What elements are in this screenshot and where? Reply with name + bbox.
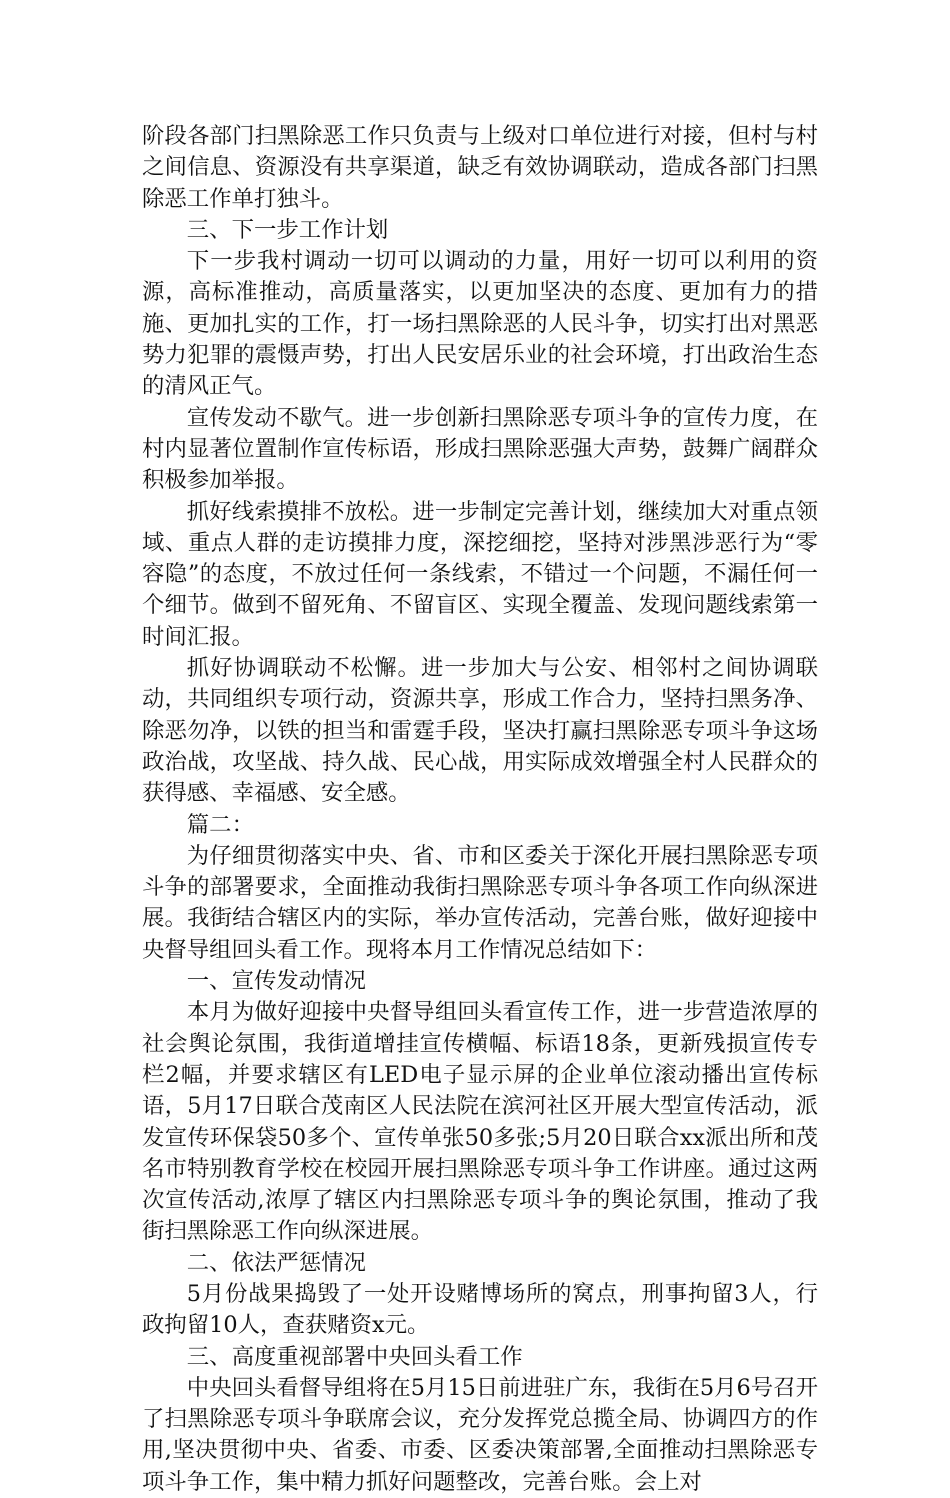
section-heading-next-plan: 三、下一步工作计划 bbox=[186, 216, 389, 243]
paragraph-continuation: 阶段各部门扫黑除恶工作只负责与上级对口单位进行对接，但村与村之间信息、资源没有共享渠道，缺乏有效协调联动，造成各部门扫黑除恶工作单打独斗。 bbox=[142, 123, 818, 212]
paragraph-central-review: 中央回头看督导组将在5月15日前进驻广东，我街在5月6号召开了扫黑除恶专项斗争联席会议，充分发挥党总揽全局、协调四方的作用,坚决贯彻中央、省委、市委、区委决策部署,全面推动扫黑除恶专项斗争工作，集中精力抓好问题整改，完善台账。会上对 bbox=[142, 1374, 818, 1495]
section-heading-punishment: 二、依法严惩情况 bbox=[186, 1249, 366, 1276]
section-heading-publicity-status: 一、宣传发动情况 bbox=[186, 968, 366, 995]
document-page bbox=[142, 121, 818, 1498]
paragraph-plan-intro: 下一步我村调动一切可以调动的力量，用好一切可以利用的资源，高标准推动，高质量落实，以更加坚决的态度、更加有力的措施、更加扎实的工作，打一场扫黑除恶的人民斗争，切实打出对黑恶势力犯罪的震慑声势，打出人民安居乐业的社会环境，打出政治生态的清风正气。 bbox=[142, 248, 818, 400]
paragraph-coordination: 抓好协调联动不松懈。进一步加大与公安、相邻村之间协调联动，共同组织专项行动，资源共享，形成工作合力，坚持扫黑务净、除恶勿净，以铁的担当和雷霆手段，坚决打赢扫黑除恶专项斗争这场政治战，攻坚战、持久战、民心战，用实际成效增强全村人民群众的获得感、幸福感、安全感。 bbox=[142, 655, 818, 807]
paragraph-clue-screening: 抓好线索摸排不放松。进一步制定完善计划，继续加大对重点领域、重点人群的走访摸排力度，深挖细挖，坚持对涉黑涉恶行为“零容隐”的态度，不放过任何一条线索，不错过一个问题，不漏任何一个细节。做到不留死角、不留盲区、实现全覆盖、发现问题线索第一时间汇报。 bbox=[142, 498, 818, 650]
paragraph-part-two-intro: 为仔细贯彻落实中央、省、市和区委关于深化开展扫黑除恶专项斗争的部署要求，全面推动我街扫黑除恶专项斗争各项工作向纵深进展。我街结合辖区内的实际，举办宣传活动，完善台账，做好迎接中央督导组回头看工作。现将本月工作情况总结如下： bbox=[142, 842, 818, 963]
paragraph-publicity: 宣传发动不歇气。进一步创新扫黑除恶专项斗争的宣传力度，在村内显著位置制作宣传标语，形成扫黑除恶强大声势，鼓舞广阔群众积极参加举报。 bbox=[142, 404, 818, 494]
paragraph-punishment: 5月份战果捣毁了一处开设赌博场所的窝点，刑事拘留3人，行政拘留10人，查获赌资x元。 bbox=[142, 1280, 818, 1339]
section-heading-part-two: 篇二： bbox=[186, 811, 254, 838]
section-heading-central-review: 三、高度重视部署中央回头看工作 bbox=[186, 1343, 523, 1370]
paragraph-publicity-status: 本月为做好迎接中央督导组回头看宣传工作，进一步营造浓厚的社会舆论氛围，我街道增挂宣传横幅、标语18条，更新残损宣传专栏2幅，并要求辖区有LED电子显示屏的企业单位滚动播出宣传标语，5月17日联合茂南区人民法院在滨河社区开展大型宣传活动，派发宣传环保袋50多个、宣传单张50多张;5月20日联合xx派出所和茂名市特别教育学校在校园开展扫黑除恶专项斗争工作讲座。通过这两次宣传活动,浓厚了辖区内扫黑除恶专项斗争的舆论氛围，推动了我街扫黑除恶工作向纵深进展。 bbox=[142, 999, 818, 1245]
